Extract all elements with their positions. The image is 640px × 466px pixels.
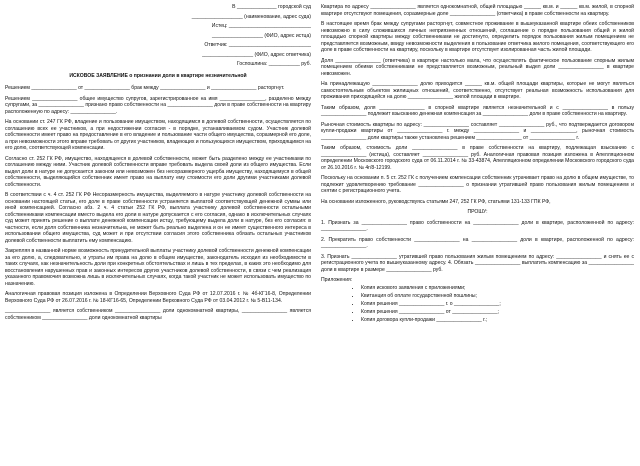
paragraph: На основании изложенного, руководствуясь статьями 247, 252 ГК РФ, статьями 131-133 ГПК РФ,	[321, 198, 551, 205]
paragraph: Таким образом, стоимость доли ________________ в праве собственности на квартиру, подлежащая взысканию с ________________ (истица), составляет ________________ руб. Аналогичная правовая позиция изложена в Апелляционном определении Московского городского суда от 06.11.2014 г. № 33-43874, Апелляционном определении Московского городского суда от 26.10.2016 г. № 4г/8-12199.	[321, 145, 634, 171]
paragraph: ________________ является собственником ________________ доли однокомнатной квартиры, ________________ является собственником ________________ доли однокомнатной квартиры	[5, 308, 311, 321]
defendant-line: Ответчик: _____________________________	[204, 42, 311, 48]
plaintiff-caption: __________________ (ФИО, адрес истца)	[211, 32, 311, 39]
request-item: 3. Признать ________________ утратившей право пользования жилым помещением по адресу: ________________ и снять ее с регистрационного учета по вышеуказанному адресу. 4. Обязать ________________ выплатить компенсацию за ________________ доли в квартире в размере ________________ руб.	[321, 253, 634, 273]
paragraph: Решением ________________ от ________________ брак между ________________ и ________________ расторгнут.	[5, 85, 285, 91]
plaintiff-line: Истец: _____________________________	[211, 23, 311, 29]
attachment-item: • Копия искового заявления с приложениями;	[361, 285, 634, 292]
paragraph: Решением ________________ общее имущество супругов, зарегистрированное на имя ________________, разделено между супругами, за ________________ признано право собственности на ________________ доли в праве собственности на квартиру расположенную по адресу: ________________.	[5, 95, 311, 115]
left-column	[5, 4, 311, 325]
attachments-heading: Приложения:	[321, 277, 353, 283]
attachment-item: • Копия решения ________________ от ________________;	[361, 309, 634, 316]
paragraph: Поскольку на основании п. 5 ст. 252 ГК с получением компенсации собственник утрачивает право на долю в общем имуществе, то подлежит удовлетворению требование ________________ о признании утратившей право пользования жилым помещением и снятии с регистрационного учета.	[321, 175, 634, 194]
paragraph: Квартира по адресу ________________ является однокомнатной, общей площадью ______ кв.м. и ______ кв.м. жилой, в спорной квартире отсутствуют помещения, соразмерные доле ________________ (ответчика) в праве собственности на квартиру.	[321, 4, 634, 17]
paragraph: Таким образом, доля ________________ в спорной квартире является незначительной и с ________________ в пользу ________________ подлежит взысканию денежная компенсация за ________________ доли в праве собственности на квартиру.	[321, 104, 634, 117]
defendant-caption: __________________ (ФИО, адрес ответчика)	[202, 51, 311, 58]
request-item: 1. Признать за ________________ право собственности на ________________ доли в квартире, расположенной по адресу: ________________.	[321, 219, 634, 232]
paragraph: Согласно ст. 252 ГК РФ, имущество, находящееся в долевой собственности, может быть разделено между ее участниками по соглашению между ними. Участник долевой собственности вправе требовать выдела своей доли из общего имущества. Если выдел доли в натуре не допускается законом или невозможен без несоразмерного ущерба имуществу, находящемуся в общей собственности, выделяющийся собственник имеет право на выплату ему стоимости его доли другими участниками долевой собственности.	[5, 155, 311, 188]
right-column	[321, 4, 634, 325]
paragraph: Аналогичная правовая позиция изложена в Определении Верховного Суда РФ от 12.07.2016 г. № 4б-КГ16-8, Определении Верховного Суда РФ от 26.07.2016 г. № 18-КГ16-65, Определении Верховного Суда РФ от 03.04.2012 г. № 5-В11-134.	[5, 291, 311, 304]
attachments-list	[321, 285, 634, 324]
paragraph: Рыночная стоимость квартиры по адресу: ________________ составляет ________________ руб., что подтверждается договором купли-продажи квартиры от ________________ г. между ________________ и ________________, рыночная стоимость ________________ доли квартиры также установлена решением ________________ от ________________ г.	[321, 121, 634, 141]
state-fee-line: Госпошлина: ___________ руб.	[236, 61, 311, 67]
paragraph: На основании ст. 247 ГК РФ, владение и пользование имуществом, находящимся в долевой собственности, осуществляется по соглашению всех ее участников, а при недостижении согласия - в порядке, устанавливаемом судом. Участник долевой собственности имеет право на предоставление в его владение и пользование части общего имущества, соразмерной его доле, а при невозможности этого вправе требовать от других участников, владеющих и пользующихся имуществом, приходящимся на его долю, соответствующей компенсации.	[5, 119, 311, 151]
paragraph: Доля ________________ (ответчика) в квартире настолько мала, что осуществлять фактическое пользование спорным жилым помещением обеими собственниками не представляется возможным, реальный выдел доли ________________ в квартире невозможен.	[321, 57, 634, 77]
request-item: 2. Прекратить право собственности ________________ на ________________ доли в квартире, расположенной по адресу: ________________.	[321, 236, 634, 249]
paragraph: Закрепляя в названной норме возможность принудительной выплаты участнику долевой собственности денежной компенсации за его долю, а, следовательно, и утраты им права на долю в общем имуществе, законодатель исходил из необходимости в таких случаях, как незначительность доли при конкретных обстоятельствах и лишь в тех пределах, в каких это необходимо для восстановления нарушенных прав и законных интересов других участников долевой собственности, в связи с чем реализация указанного правомочия возможна лишь в исключительных случаях, когда такой участник не может использовать имущество по назначению.	[5, 248, 311, 287]
attachment-item: • Копия договора купли-продажи ________________ г.;	[361, 317, 634, 324]
attachment-item: • Квитанция об оплате государственной пошлины;	[361, 293, 634, 300]
court-line: В ______________ городской суд	[232, 4, 311, 10]
paragraph: В настоящее время брак между супругами расторгнут, совместное проживание в вышеуказанной квартире обеих собственников невозможно в силу сложившихся личных неприязненных отношений, соглашение о порядке пользования общей и жилой площадью спорной квартиры между собственниками не достигнуто, определить порядок пользования жилым помещением не представляется возможным, ввиду невозможности выделения в пользование ответчика жилого помещения, соответствующего его доле в праве собственности на квартиру, поскольку в квартире отсутствует изолированная часть жилой площади.	[321, 21, 634, 53]
attachment-item: • Копия решения ________________ г. о ________________;	[361, 301, 634, 308]
prosit-heading: ПРОШУ:	[467, 209, 488, 215]
court-caption: __________________ (наименование, адрес суда)	[191, 13, 311, 20]
document-title: ИСКОВОЕ ЗАЯВЛЕНИЕ о признании доли в квартире незначительной	[69, 72, 247, 79]
paragraph: В соответствии с ч. 4 ст. 252 ГК РФ Несоразмерность имущества, выделяемого в натуре участнику долевой собственности на основании настоящей статьи, его доле в праве собственности устраняется выплатой соответствующей денежной суммы или иной компенсацией. Согласно абз. 2 ч. 4 статьи 252 ГК РФ, выплата участнику долевой собственности остальными собственниками компенсации вместо выдела его доли в натуре допускается с его согласия, однако в исключительных случаях суд может принять решение о выплате денежной компенсации истцу, требующему выдела доли в натуре, без его согласия: в частности, если доля собственника незначительна, не может быть реально выделена и он не имеет существенного интереса в использовании общего имущества, суд может и при отсутствии согласия этого собственника обязать остальных участников долевой собственности выплатить ему компенсацию.	[5, 192, 311, 244]
paragraph: На принадлежащую ________________ долю приходится ______ кв.м. общей площади квартиры, которые не могут являться самостоятельным объектом жилищных отношений, соответственно, отсутствует реальная возможность использования для проживания приходящейся на долю ________________ жилой площади в квартире.	[321, 81, 634, 100]
